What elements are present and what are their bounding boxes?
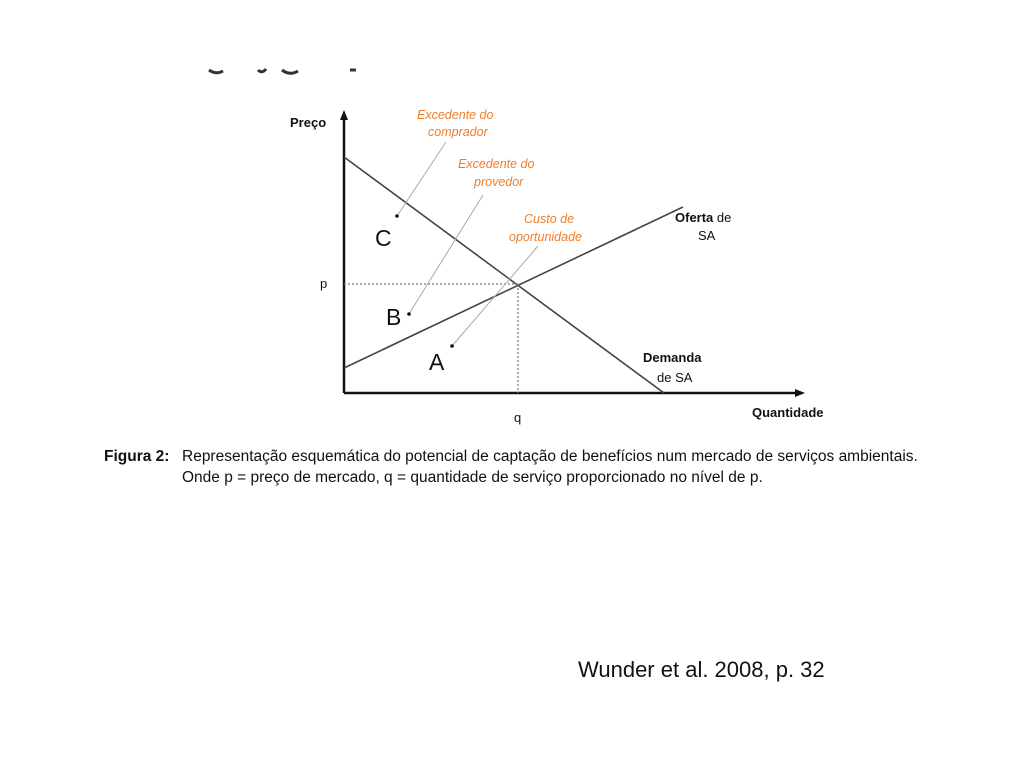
dot-b	[407, 312, 411, 316]
dot-a	[450, 344, 454, 348]
caption-line2: Onde p = preço de mercado, q = quantidade de serviço proporcionado no nível de p.	[182, 469, 763, 486]
opportunity-cost-line1: Custo de	[524, 212, 575, 226]
citation: Wunder et al. 2008, p. 32	[578, 657, 825, 682]
figure-caption	[104, 446, 1024, 488]
x-axis-arrow	[795, 389, 805, 397]
consumer-surplus-line2: comprador	[428, 125, 488, 139]
provider-surplus-line1: Excedente do	[458, 157, 535, 171]
caption-label: Figura 2:	[104, 448, 170, 465]
region-b-label: B	[386, 304, 402, 330]
pointer-opportunity-cost	[452, 246, 538, 346]
pointer-consumer-surplus	[397, 142, 446, 216]
price-label: p	[320, 276, 328, 291]
region-c-label: C	[375, 225, 392, 251]
supply-label-bold: Oferta	[675, 210, 714, 225]
supply-label-rest: de	[713, 210, 732, 225]
consumer-surplus-line1: Excedente do	[417, 108, 494, 122]
cropped-text-fragment	[209, 69, 356, 73]
opportunity-cost-line2: oportunidade	[509, 230, 582, 244]
demand-line	[344, 157, 664, 393]
supply-label-line1	[675, 210, 731, 225]
quantity-label: q	[514, 410, 522, 425]
region-a-label: A	[429, 349, 445, 375]
demand-label-line1: Demanda	[643, 350, 702, 365]
supply-label-line2: SA	[698, 228, 716, 243]
y-axis-arrow	[340, 110, 348, 120]
y-axis-label: Preço	[290, 115, 327, 130]
x-axis-label: Quantidade	[752, 405, 824, 420]
provider-surplus-line2: provedor	[474, 175, 524, 189]
dot-c	[395, 214, 399, 218]
demand-label-line2: de SA	[657, 370, 693, 385]
caption-line1: Representação esquemática do potencial de captação de benefícios num mercado de serviços ambientais.	[182, 448, 918, 465]
